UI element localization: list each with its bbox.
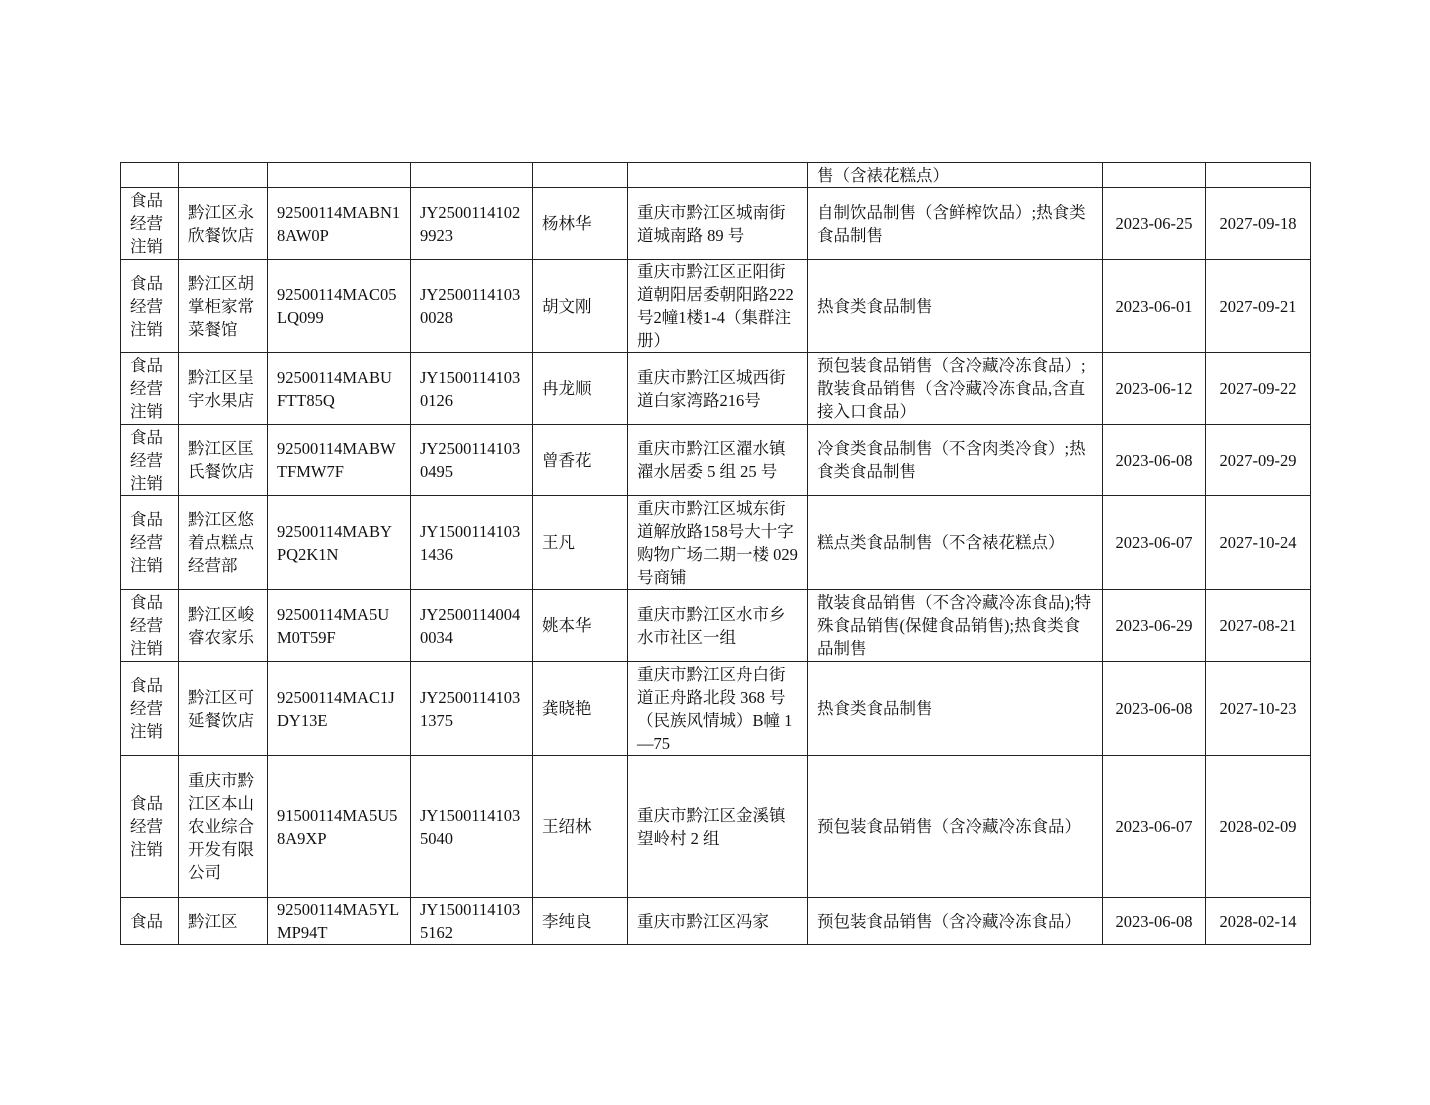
- continuation-row: [121, 163, 1311, 188]
- type-cell: 食品: [121, 898, 179, 945]
- person-cell: 姚本华: [533, 590, 628, 662]
- license-cell: JY15001141035162: [411, 898, 533, 945]
- table-row: [121, 662, 1311, 756]
- scope-cell: 自制饮品制售（含鲜榨饮品）;热食类食品制售: [808, 188, 1103, 260]
- table-row: [121, 188, 1311, 260]
- scope-cell: 热食类食品制售: [808, 260, 1103, 353]
- credit-code-cell: 92500114MAC05LQ099: [268, 260, 411, 353]
- scope-cell: 糕点类食品制售（不含裱花糕点）: [808, 496, 1103, 590]
- name-cell: 黔江区可延餐饮店: [179, 662, 268, 756]
- expiry-date-cell: 2027-09-18: [1206, 188, 1311, 260]
- expiry-date-cell: 2027-10-23: [1206, 662, 1311, 756]
- address-cell: 重庆市黔江区濯水镇濯水居委 5 组 25 号: [628, 425, 808, 496]
- credit-code-cell: 92500114MABWTFMW7F: [268, 425, 411, 496]
- scope-cell: 预包装食品销售（含冷藏冷冻食品）;散装食品销售（含冷藏冷冻食品,含直接入口食品）: [808, 353, 1103, 425]
- scope-cell: 售（含裱花糕点）: [808, 163, 1103, 188]
- table-row: [121, 898, 1311, 945]
- name-cell: 黔江区永欣餐饮店: [179, 188, 268, 260]
- person-cell: 王绍林: [533, 756, 628, 898]
- expiry-date-cell: 2027-08-21: [1206, 590, 1311, 662]
- credit-code-cell: 92500114MAC1JDY13E: [268, 662, 411, 756]
- issue-date-cell: 2023-06-07: [1103, 496, 1206, 590]
- issue-date-cell: 2023-06-01: [1103, 260, 1206, 353]
- expiry-date-cell: 2028-02-14: [1206, 898, 1311, 945]
- scope-cell: 热食类食品制售: [808, 662, 1103, 756]
- issue-date-cell: 2023-06-08: [1103, 425, 1206, 496]
- license-cell: JY25001141030495: [411, 425, 533, 496]
- type-cell: 食品经营注销: [121, 496, 179, 590]
- name-cell: 黔江区呈宇水果店: [179, 353, 268, 425]
- license-cell: JY25001141031375: [411, 662, 533, 756]
- address-cell: 重庆市黔江区城东街道解放路158号大十字购物广场二期一楼 029 号商铺: [628, 496, 808, 590]
- person-cell: 王凡: [533, 496, 628, 590]
- person-cell: 杨林华: [533, 188, 628, 260]
- name-cell: 重庆市黔江区本山农业综合开发有限公司: [179, 756, 268, 898]
- type-cell: 食品经营注销: [121, 353, 179, 425]
- credit-code-cell: 92500114MABN18AW0P: [268, 188, 411, 260]
- address-cell: 重庆市黔江区城西街道白家湾路216号: [628, 353, 808, 425]
- address-cell: 重庆市黔江区正阳街道朝阳居委朝阳路222号2幢1楼1-4（集群注册）: [628, 260, 808, 353]
- records-table: [120, 162, 1311, 945]
- person-cell: 冉龙顺: [533, 353, 628, 425]
- scope-cell: 预包装食品销售（含冷藏冷冻食品）: [808, 898, 1103, 945]
- name-cell: 黔江区: [179, 898, 268, 945]
- type-cell: 食品经营注销: [121, 590, 179, 662]
- table-row: [121, 353, 1311, 425]
- table-row: [121, 756, 1311, 898]
- scope-cell: 散装食品销售（不含冷藏冷冻食品);特殊食品销售(保健食品销售);热食类食品制售: [808, 590, 1103, 662]
- issue-date-cell: 2023-06-12: [1103, 353, 1206, 425]
- expiry-date-cell: 2027-09-29: [1206, 425, 1311, 496]
- scope-cell: 冷食类食品制售（不含肉类冷食）;热食类食品制售: [808, 425, 1103, 496]
- type-cell: 食品经营注销: [121, 662, 179, 756]
- license-cell: JY25001141030028: [411, 260, 533, 353]
- license-cell: JY15001141031436: [411, 496, 533, 590]
- address-cell: 重庆市黔江区冯家: [628, 898, 808, 945]
- credit-code-cell: 92500114MA5UM0T59F: [268, 590, 411, 662]
- address-cell: 重庆市黔江区舟白街道正舟路北段 368 号（民族风情城）B幢 1—75: [628, 662, 808, 756]
- table-row: [121, 425, 1311, 496]
- address-cell: 重庆市黔江区金溪镇望岭村 2 组: [628, 756, 808, 898]
- type-cell: 食品经营注销: [121, 756, 179, 898]
- expiry-date-cell: 2027-10-24: [1206, 496, 1311, 590]
- person-cell: 龚晓艳: [533, 662, 628, 756]
- issue-date-cell: 2023-06-29: [1103, 590, 1206, 662]
- name-cell: 黔江区悠着点糕点经营部: [179, 496, 268, 590]
- license-cell: JY15001141035040: [411, 756, 533, 898]
- person-cell: 李纯良: [533, 898, 628, 945]
- credit-code-cell: 92500114MABUFTT85Q: [268, 353, 411, 425]
- expiry-date-cell: 2027-09-21: [1206, 260, 1311, 353]
- license-cell: JY25001140040034: [411, 590, 533, 662]
- name-cell: 黔江区胡掌柜家常菜餐馆: [179, 260, 268, 353]
- expiry-date-cell: 2027-09-22: [1206, 353, 1311, 425]
- issue-date-cell: 2023-06-08: [1103, 662, 1206, 756]
- table-row: [121, 496, 1311, 590]
- address-cell: 重庆市黔江区城南街道城南路 89 号: [628, 188, 808, 260]
- table-row: [121, 590, 1311, 662]
- person-cell: 胡文刚: [533, 260, 628, 353]
- type-cell: 食品经营注销: [121, 188, 179, 260]
- type-cell: 食品经营注销: [121, 260, 179, 353]
- name-cell: 黔江区峻睿农家乐: [179, 590, 268, 662]
- license-cell: JY15001141030126: [411, 353, 533, 425]
- credit-code-cell: 91500114MA5U58A9XP: [268, 756, 411, 898]
- issue-date-cell: 2023-06-07: [1103, 756, 1206, 898]
- address-cell: 重庆市黔江区水市乡水市社区一组: [628, 590, 808, 662]
- name-cell: 黔江区匡氏餐饮店: [179, 425, 268, 496]
- issue-date-cell: 2023-06-08: [1103, 898, 1206, 945]
- issue-date-cell: 2023-06-25: [1103, 188, 1206, 260]
- expiry-date-cell: 2028-02-09: [1206, 756, 1311, 898]
- type-cell: 食品经营注销: [121, 425, 179, 496]
- person-cell: 曾香花: [533, 425, 628, 496]
- credit-code-cell: 92500114MABYPQ2K1N: [268, 496, 411, 590]
- license-cell: JY25001141029923: [411, 188, 533, 260]
- scope-cell: 预包装食品销售（含冷藏冷冻食品）: [808, 756, 1103, 898]
- credit-code-cell: 92500114MA5YLMP94T: [268, 898, 411, 945]
- table-row: [121, 260, 1311, 353]
